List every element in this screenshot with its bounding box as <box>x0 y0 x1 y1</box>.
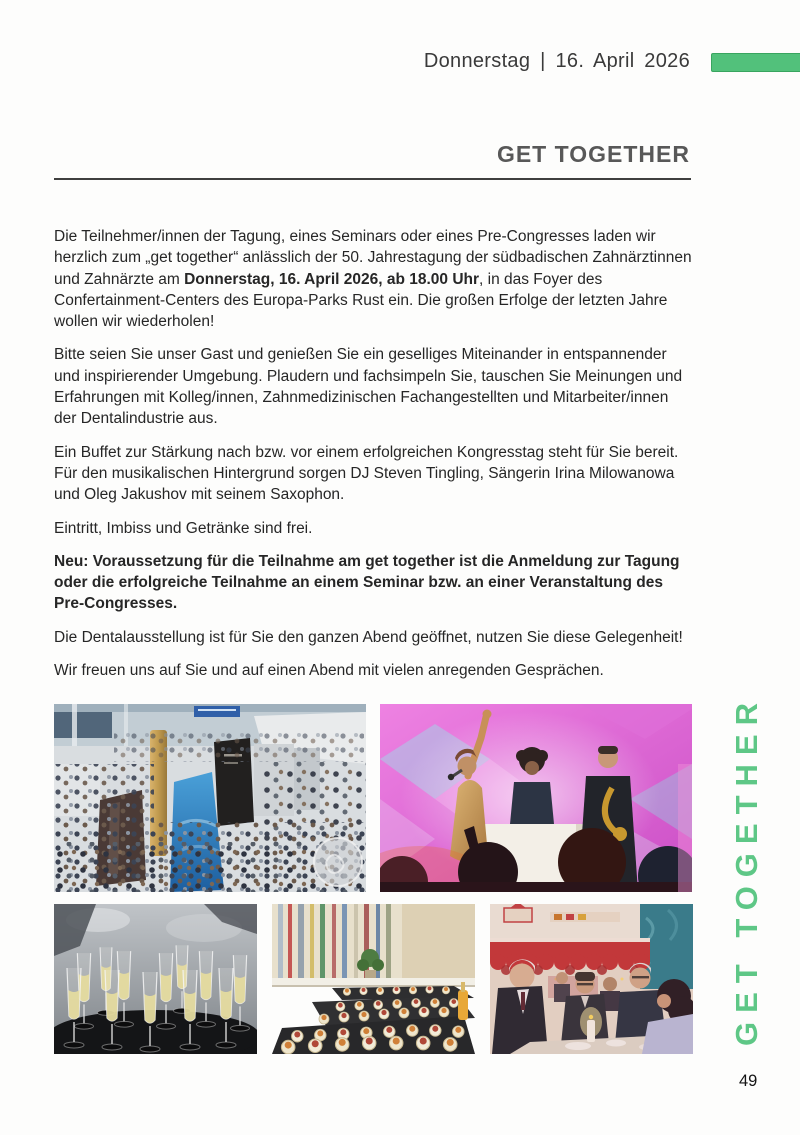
text-segment: Die Teilnehmer/innen der Tagung, eines Seminars oder eines Pre-Congresses laden wir herzlich zum „get together“ anlässlich der 50. Jahrestagung der südbadischen Zahnärztinnen und Zahnärzte am <box>54 228 692 288</box>
paragraph-invitation: Bitte seien Sie unser Gast und genießen Sie ein geselliges Miteinander in entspannender und inspirierender Umgebung. Plaudern und fachsimpeln Sie, tauschen Sie Meinungen und Erfahrungen mit Kolleg/innen, Zahnmedizinischen Fachangestellten und Mitarbeiter/innen der Dentalindustrie aus. <box>54 346 683 428</box>
photo-champagne-glasses <box>54 904 257 1054</box>
paragraph-intro <box>54 226 694 332</box>
title-underline <box>54 178 691 180</box>
photo-grid <box>54 704 692 1054</box>
buffet-appetizers-image <box>272 904 475 1054</box>
paragraph-closing: Wir freuen uns auf Sie und auf einen Abend mit vielen anregenden Gesprächen. <box>54 662 604 680</box>
text-segment: , in das Foyer des Confertainment-Centers des Europa-Parks Rust ein. Die großen Erfolge der letzten Jahre wollen wir wiederholen! <box>54 270 668 331</box>
sidebar-vertical-label: GET TOGETHER <box>729 694 764 1047</box>
photo-stage-performance <box>380 704 692 892</box>
paragraph-buffet-music: Ein Buffet zur Stärkung nach bzw. vor einem erfolgreichen Kongresstag steht für Sie bereit. Für den musikalischen Hintergrund sorgen DJ Steven Tingling, Sängerin Irina Milowanowa und Oleg Jakushov mit seinem Saxophon. <box>54 443 679 504</box>
stage-performance-image <box>380 704 692 892</box>
photo-exhibition-hall-crowd <box>54 704 366 892</box>
photo-row-top <box>54 704 692 892</box>
photo-guests-table <box>490 904 693 1054</box>
exhibition-hall-crowd-image <box>54 704 366 892</box>
paragraph-requirement: Neu: Voraussetzung für die Teilnahme am get together ist die Anmeldung zur Tagung oder die erfolgreiche Teilnahme an einem Seminar bzw. an einer Veranstaltung des Pre-Congresses. <box>54 552 680 613</box>
champagne-glasses-image <box>54 904 257 1054</box>
text-segment-bold: Donnerstag, 16. April 2026, ab 18.00 Uhr <box>184 270 480 288</box>
paragraph-free-entry: Eintritt, Imbiss und Getränke sind frei. <box>54 519 313 537</box>
page-title: GET TOGETHER <box>496 141 690 167</box>
page-number: 49 <box>739 1072 758 1090</box>
article-body <box>54 226 694 693</box>
guests-table-image <box>490 904 693 1054</box>
photo-row-bottom <box>54 904 692 1054</box>
photo-buffet-appetizers <box>272 904 475 1054</box>
header-date: Donnerstag | 16. April 2026 <box>423 50 690 72</box>
paragraph-dental-exhibition: Die Dentalausstellung ist für Sie den ganzen Abend geöffnet, nutzen Sie diese Gelegenheit! <box>54 628 683 646</box>
header-accent-bar <box>711 53 800 72</box>
